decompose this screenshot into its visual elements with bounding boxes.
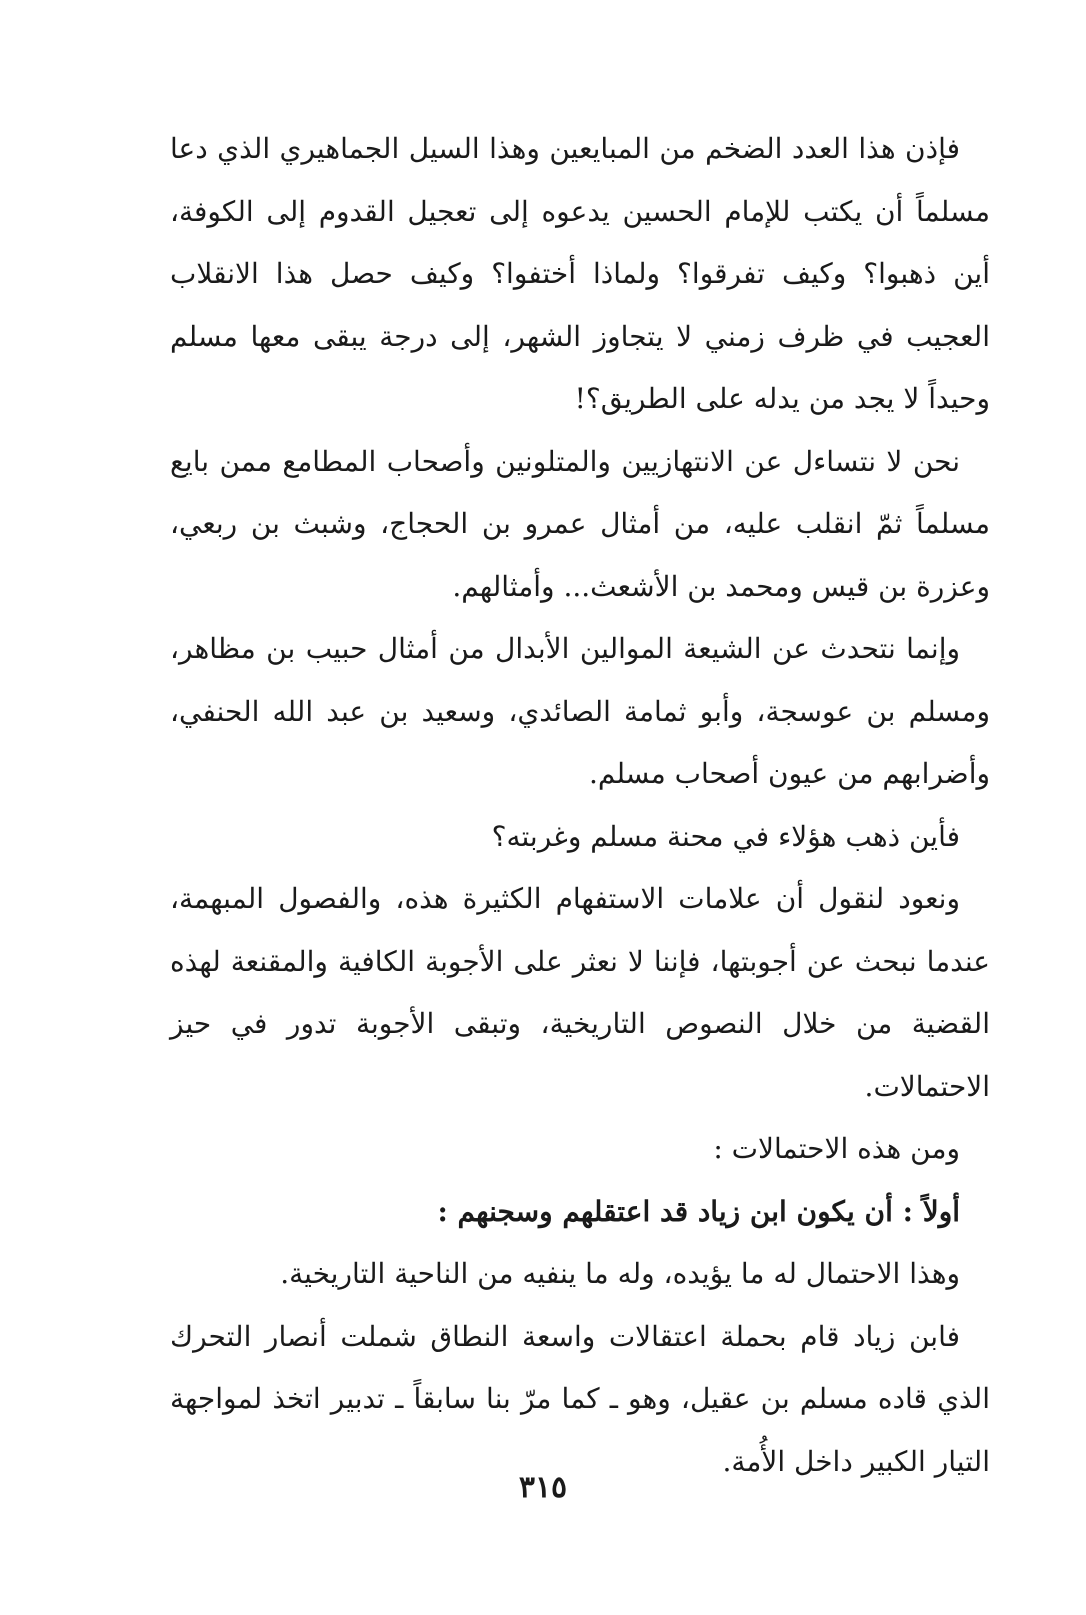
paragraph-5: ونعود لنقول أن علامات الاستفهام الكثيرة هذه، والفصول المبهمة، عندما نبحث عن أجوبتها، فإننا لا نعثر على الأجوبة الكافية والمقنعة لهذه القضية من خلال النصوص التاريخية، وتبقى الأجوبة تدور في حيز الاحتمالات. [170,882,990,1103]
paragraph-3: وإنما نتحدث عن الشيعة الموالين الأبدال من أمثال حبيب بن مظاهر، ومسلم بن عوسجة، وأبو ثمامة الصائدي، وسعيد بن عبد الله الحنفي، وأضرابهم من عيون أصحاب مسلم. [170,632,990,790]
paragraph-8: فابن زياد قام بحملة اعتقالات واسعة النطاق شملت أنصار التحرك الذي قاده مسلم بن عقيل، وهو ـ كما مرّ بنا سابقاً ـ تدبير اتخذ لمواجهة التيار الكبير داخل الأُمة. [170,1319,990,1478]
page-body [170,118,990,1493]
page-number: ٣١٥ [518,1470,568,1505]
paragraph-6: ومن هذه الاحتمالات : [713,1132,960,1165]
paragraph-2: نحن لا نتساءل عن الانتهازيين والمتلونين وأصحاب المطامع ممن بايع مسلماً ثمّ انقلب عليه، من أمثال عمرو بن الحجاج، وشبث بن ربعي، وعزرة بن قيس ومحمد بن الأشعث... وأمثالهم. [170,444,990,603]
paragraph-7: وهذا الاحتمال له ما يؤيده، وله ما ينفيه من الناحية التاريخية. [280,1257,960,1290]
paragraph-4: فأين ذهب هؤلاء في محنة مسلم وغربته؟ [491,819,960,853]
section-heading: أولاً : أن يكون ابن زياد قد اعتقلهم وسجنهم : [437,1194,960,1228]
paragraph-1: فإذن هذا العدد الضخم من المبايعين وهذا السيل الجماهيري الذي دعا مسلماً أن يكتب للإمام الحسين يدعوه إلى تعجيل القدوم إلى الكوفة، أين ذهبوا؟ وكيف تفرقوا؟ ولماذا أختفوا؟ وكيف حصل هذا الانقلاب العجيب في ظرف زمني لا يتجاوز الشهر، إلى درجة يبقى معها مسلم وحيداً لا يجد من يدله على الطريق؟! [170,132,990,415]
